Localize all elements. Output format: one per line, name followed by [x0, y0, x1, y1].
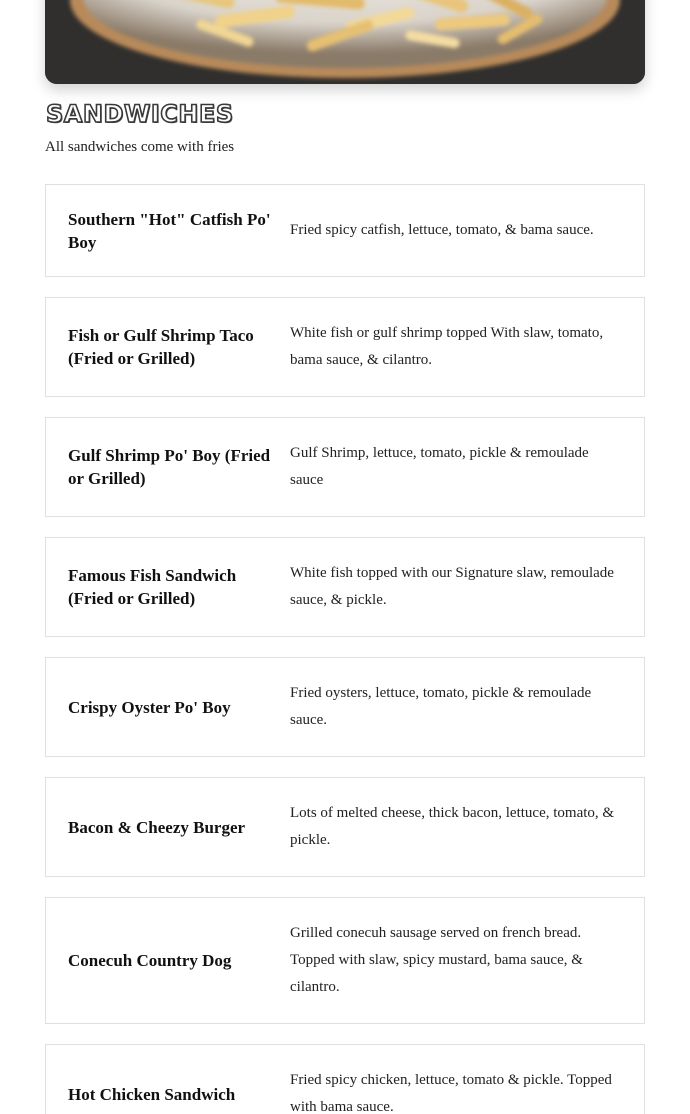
- menu-item: [45, 417, 645, 517]
- fries-photo-graphic: [45, 0, 645, 84]
- menu-item-name: Hot Chicken Sandwich: [68, 1084, 236, 1104]
- menu-item-description: Fried spicy chicken, lettuce, tomato & pickle. Topped with bama sauce.: [290, 1072, 612, 1114]
- menu-item: [45, 537, 645, 637]
- menu-item-description: White fish or gulf shrimp topped With slaw, tomato, bama sauce, & cilantro.: [290, 325, 604, 368]
- menu-item-description: Fried spicy catfish, lettuce, tomato, & bama sauce.: [290, 222, 594, 238]
- menu-item: [45, 777, 645, 877]
- menu-item-name: Fish or Gulf Shrimp Taco (Fried or Grilled): [68, 326, 254, 368]
- menu-item-name: Southern "Hot" Catfish Po' Boy: [68, 209, 271, 252]
- menu-item: [45, 1044, 645, 1114]
- fries-photo: [45, 0, 645, 84]
- menu-item: [45, 897, 645, 1024]
- menu-item-description: Fried oysters, lettuce, tomato, pickle & remoulade sauce.: [290, 685, 592, 728]
- menu-item-name: Conecuh Country Dog: [68, 951, 232, 970]
- section-title: SANDWICHES: [46, 100, 234, 128]
- menu-item: [45, 297, 645, 397]
- menu-item-description: Lots of melted cheese, thick bacon, lettuce, tomato, & pickle.: [290, 805, 615, 848]
- menu-item-description: Grilled conecuh sausage served on french bread. Topped with slaw, spicy mustard, bama sauce, & cilantro.: [290, 925, 583, 995]
- menu-item: [45, 657, 645, 757]
- menu-item-name: Bacon & Cheezy Burger: [68, 817, 246, 837]
- menu-item-description: Gulf Shrimp, lettuce, tomato, pickle & remoulade sauce: [290, 445, 589, 488]
- menu-item: [45, 184, 645, 277]
- sandwich-menu-list: [45, 184, 645, 1114]
- menu-item-name: Gulf Shrimp Po' Boy (Fried or Grilled): [68, 446, 271, 488]
- section-subtitle: All sandwiches come with fries: [45, 139, 235, 155]
- menu-item-name: Famous Fish Sandwich (Fried or Grilled): [68, 566, 237, 608]
- menu-item-description: White fish topped with our Signature slaw, remoulade sauce, & pickle.: [290, 565, 614, 608]
- menu-item-name: Crispy Oyster Po' Boy: [68, 697, 231, 717]
